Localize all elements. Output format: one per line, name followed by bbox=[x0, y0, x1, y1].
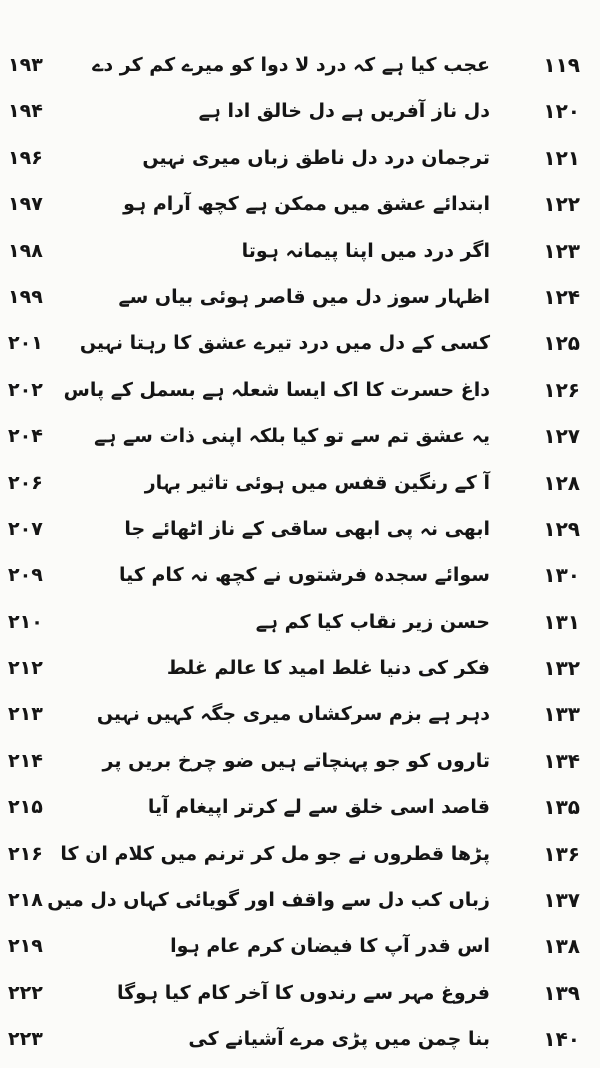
entry-title: ترجمان درد دل ناطق زباں میری نہیں bbox=[142, 146, 490, 169]
entry-title: فکر کی دنیا غلط امید کا عالم غلط bbox=[166, 657, 490, 680]
toc-entry bbox=[0, 1016, 600, 1062]
entry-page-number: ۲۰۲ bbox=[8, 378, 43, 401]
entry-number: ۱۳۸ bbox=[543, 934, 580, 959]
entry-page-number: ۱۹۸ bbox=[8, 239, 43, 262]
entry-number: ۱۲۵ bbox=[543, 331, 580, 356]
entry-number: ۱۴۰ bbox=[543, 1027, 580, 1052]
toc-entry bbox=[0, 599, 600, 645]
entry-page-number: ۲۱۳ bbox=[8, 703, 43, 726]
toc-entry bbox=[0, 877, 600, 923]
entry-page-number: ۲۱۹ bbox=[8, 935, 43, 958]
entry-title: اگر درد میں اپنا پیمانہ ہوتا bbox=[241, 239, 490, 262]
entry-number: ۱۲۱ bbox=[543, 145, 580, 170]
entry-page-number: ۲۰۱ bbox=[8, 332, 43, 355]
toc-entry bbox=[0, 135, 600, 181]
entry-number: ۱۳۶ bbox=[543, 841, 580, 866]
toc-entry bbox=[0, 228, 600, 274]
entry-number: ۱۳۷ bbox=[543, 888, 580, 913]
toc-entry bbox=[0, 506, 600, 552]
entry-page-number: ۲۱۰ bbox=[8, 610, 43, 633]
entry-number: ۱۱۹ bbox=[543, 53, 580, 77]
entry-title: اس قدر آپ کا فیضان کرم عام ہوا bbox=[170, 935, 490, 958]
entry-title: ابھی نہ پی ابھی ساقی کے ناز اٹھائے جا bbox=[124, 517, 490, 540]
entry-page-number: ۲۱۸ bbox=[8, 889, 43, 912]
entry-page-number: ۲۰۴ bbox=[8, 425, 43, 448]
entry-page-number: ۲۲۲ bbox=[8, 981, 43, 1004]
entry-page-number: ۲۱۶ bbox=[8, 842, 43, 865]
entry-number: ۱۲۰ bbox=[543, 99, 580, 124]
entry-page-number: ۱۹۶ bbox=[8, 146, 43, 169]
toc-entry bbox=[0, 970, 600, 1016]
entry-page-number: ۲۱۵ bbox=[8, 796, 43, 819]
toc-entry bbox=[0, 88, 600, 134]
toc-entry bbox=[0, 274, 600, 320]
entry-number: ۱۳۵ bbox=[543, 795, 580, 820]
entry-page-number: ۱۹۴ bbox=[8, 100, 43, 123]
entry-number: ۱۳۲ bbox=[543, 656, 580, 681]
toc-entry bbox=[0, 831, 600, 877]
toc-entry bbox=[0, 42, 600, 88]
entry-number: ۱۲۳ bbox=[543, 238, 580, 263]
entry-title: بنا چمن میں پڑی مرے آشیانے کی bbox=[188, 1028, 490, 1051]
entry-title: فروغ مہر سے رندوں کا آخر کام کیا ہوگا bbox=[116, 981, 490, 1004]
entry-page-number: ۲۱۲ bbox=[8, 657, 43, 680]
toc-entry bbox=[0, 460, 600, 506]
entry-title: کسی کے دل میں درد تیرے عشق کا رہتا نہیں bbox=[79, 332, 490, 355]
toc-entry bbox=[0, 413, 600, 459]
toc-entry bbox=[0, 738, 600, 784]
entry-title: داغ حسرت کا اک ایسا شعلہ ہے بسمل کے پاس bbox=[63, 378, 490, 401]
entry-number: ۱۲۷ bbox=[543, 424, 580, 449]
entry-number: ۱۲۹ bbox=[543, 516, 580, 541]
entry-page-number: ۲۰۶ bbox=[8, 471, 43, 494]
entry-number: ۱۳۴ bbox=[543, 748, 580, 773]
entry-number: ۱۲۲ bbox=[543, 192, 580, 217]
toc-entry bbox=[0, 552, 600, 598]
entry-title: دہر ہے بزم سرکشاں میری جگہ کہیں نہیں bbox=[96, 703, 490, 726]
entry-page-number: ۲۰۹ bbox=[8, 564, 43, 587]
toc-entry bbox=[0, 691, 600, 737]
entry-page-number: ۲۱۴ bbox=[8, 749, 43, 772]
entry-title: سوائے سجدہ فرشتوں نے کچھ نہ کام کیا bbox=[118, 564, 490, 587]
entry-number: ۱۲۶ bbox=[543, 377, 580, 402]
entry-title: حسن زیر نقاب کیا کم ہے bbox=[255, 610, 490, 633]
entry-title: تاروں کو جو پہنچاتے ہیں ضو چرخ بریں پر bbox=[102, 749, 490, 772]
entry-title: اظہار سوز دل میں قاصر ہوئی بیاں سے bbox=[118, 285, 490, 308]
entry-title: قاصد اسی خلق سے لے کرتر اپیغام آیا bbox=[147, 796, 490, 819]
entry-page-number: ۱۹۳ bbox=[8, 54, 43, 76]
toc-entry bbox=[0, 784, 600, 830]
toc-entry bbox=[0, 320, 600, 366]
toc-entry bbox=[0, 367, 600, 413]
entry-number: ۱۳۹ bbox=[543, 980, 580, 1005]
entry-title: آ کے رنگین قفس میں ہوئی تاثیر بہار bbox=[144, 471, 490, 494]
toc-entry bbox=[0, 181, 600, 227]
entry-number: ۱۲۴ bbox=[543, 284, 580, 309]
entry-number: ۱۲۸ bbox=[543, 470, 580, 495]
toc-entry bbox=[0, 923, 600, 969]
entry-title: زباں کب دل سے واقف اور گویائی کہاں دل میں bbox=[47, 889, 490, 912]
entry-title: دل ناز آفریں ہے دل خالق ادا ہے bbox=[198, 100, 490, 123]
entry-page-number: ۲۲۳ bbox=[8, 1028, 43, 1051]
entry-title: یہ عشق تم سے تو کیا بلکہ اپنی ذات سے ہے bbox=[94, 425, 490, 448]
entry-number: ۱۳۱ bbox=[543, 609, 580, 634]
entry-title: ابتدائے عشق میں ممکن ہے کچھ آرام ہو bbox=[123, 193, 490, 216]
entry-page-number: ۱۹۹ bbox=[8, 285, 43, 308]
entry-number: ۱۳۳ bbox=[543, 702, 580, 727]
entry-number: ۱۳۰ bbox=[543, 563, 580, 588]
entry-title: پڑھا قطروں نے جو مل کر ترنم میں کلام ان کا bbox=[60, 842, 490, 865]
toc-entry bbox=[0, 645, 600, 691]
entry-page-number: ۲۰۷ bbox=[8, 517, 43, 540]
entry-title: عجب کیا ہے کہ درد لا دوا کو میرے کم کر دے bbox=[92, 54, 490, 76]
entry-page-number: ۱۹۷ bbox=[8, 193, 43, 216]
